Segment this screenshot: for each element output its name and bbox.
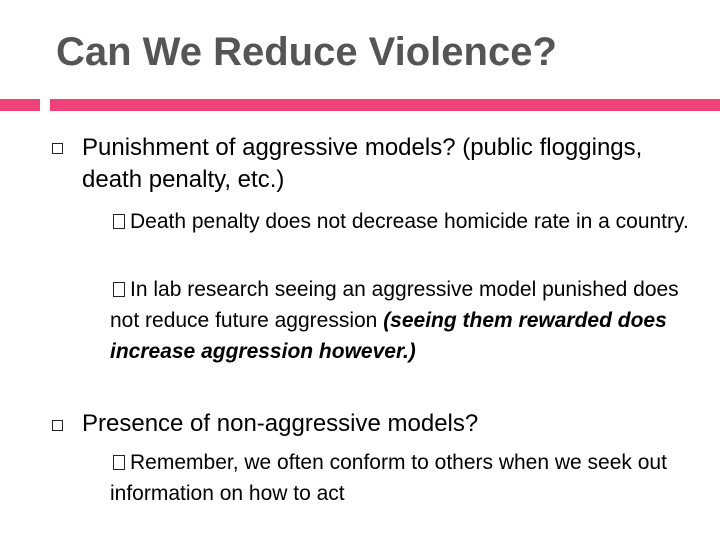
bullet-1-sub-2-text: In lab research seeing an aggressive model punished does not reduce future aggression (seeing them rewarded does increase aggression however.) bbox=[110, 278, 679, 363]
bullet-2-text: Presence of non-aggressive models? bbox=[82, 410, 479, 437]
bullet-1-text: Punishment of aggressive models? (public floggings, death penalty, etc.) bbox=[82, 134, 643, 193]
slide-title: Can We Reduce Violence? bbox=[56, 30, 557, 74]
bullet-2-sub-1-text: Remember, we often conform to others when we seek out information on how to act bbox=[110, 451, 667, 505]
bullet-1-sub-1-text: Death penalty does not decrease homicide rate in a country. bbox=[130, 210, 689, 233]
title-rule bbox=[50, 99, 720, 111]
emphasis-text: (seeing them rewarded does increase aggression however.) bbox=[110, 309, 667, 363]
title-rule-left bbox=[0, 99, 40, 111]
square-bullet-icon bbox=[52, 420, 63, 431]
square-bullet-icon bbox=[52, 143, 63, 154]
